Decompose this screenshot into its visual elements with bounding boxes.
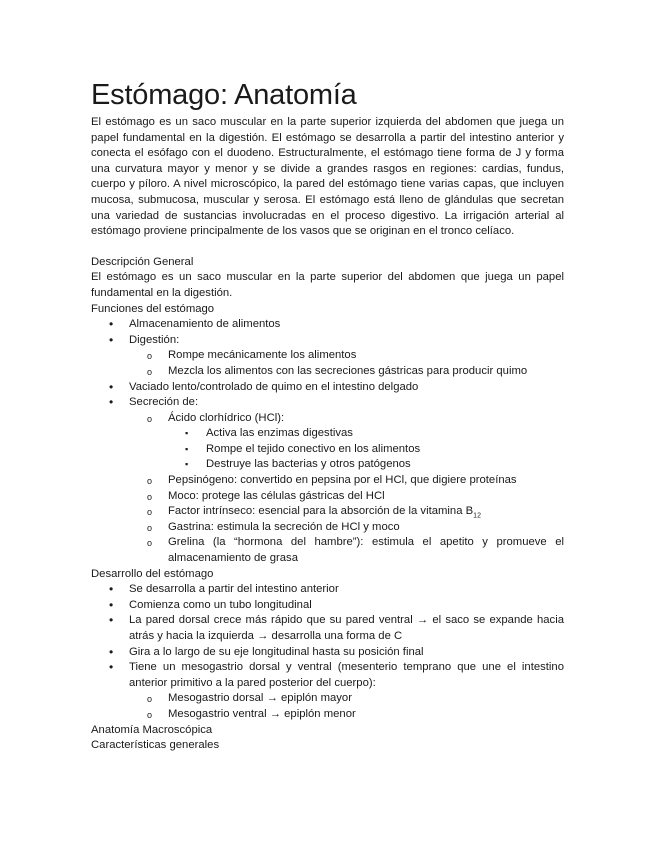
list-item: o Pepsinógeno: convertido en pepsina por el HCl, que digiere proteínas (129, 473, 564, 489)
list-item-label: Secreción de: (129, 396, 199, 409)
document-page (91, 78, 564, 754)
list-item (91, 660, 564, 722)
list-item: o Mesogastrio ventral → epiplón menor (129, 707, 564, 723)
list-item (91, 333, 564, 380)
list-item: ▪ Destruye las bacterias y otros patógenos (168, 457, 564, 473)
list-item-label: Factor intrínseco: esencial para la absorción de la vitamina B (168, 505, 474, 518)
list-item: ▪ Activa las enzimas digestivas (168, 426, 564, 442)
page-title: Estómago: Anatomía (91, 79, 357, 111)
list-item: • Gira a lo largo de su eje longitudinal hasta su posición final (91, 645, 564, 661)
list-item: • Comienza como un tubo longitudinal (91, 598, 564, 614)
list-item: • Almacenamiento de alimentos (91, 317, 564, 333)
mesogastrium-sublist (129, 691, 564, 722)
section-heading-functions: Funciones del estómago (91, 302, 215, 315)
list-item: o Gastrina: estimula la secreción de HCl y moco (129, 520, 564, 536)
list-item: o Moco: protege las células gástricas del HCl (129, 489, 564, 505)
list-item: o Mezcla los alimentos con las secreciones gástricas para producir quimo (129, 364, 564, 380)
development-list (91, 582, 564, 722)
list-item-label: Ácido clorhídrico (HCl): (168, 411, 285, 424)
list-item: o Grelina (la “hormona del hambre”): estimula el apetito y promueve el almacenamiento de grasa (129, 535, 564, 566)
general-paragraph: El estómago es un saco muscular en la parte superior del abdomen que juega un papel fundamental en la digestión. (91, 271, 564, 299)
list-item (129, 411, 564, 473)
list-item (91, 395, 564, 567)
list-item-label: Digestión: (129, 333, 180, 346)
list-item: • La pared dorsal crece más rápido que su pared ventral → el saco se expande hacia atrás y hacia la izquierda → desarrolla una forma de C (91, 613, 564, 644)
list-item: ▪ Rompe el tejido conectivo en los alimentos (168, 442, 564, 458)
intro-paragraph: El estómago es un saco muscular en la parte superior izquierda del abdomen que juega un papel fundamental en la digestión. El estómago se desarrolla a partir del intestino anterior y conecta el esófago con el duodeno. Estructuralmente, el estómago tiene forma de J y forma una curvatura mayor y menor y se divide a grandes rasgos en regiones: cardias, fundus, cuerpo y píloro. A nivel microscópico, la pared del estómago tiene varias capas, que incluyen mucosa, submucosa, muscular y serosa. El estómago está lleno de glándulas que secretan una variedad de sustancias involucradas en el proceso digestivo. La irrigación arterial al estómago proviene principalmente de los vasos que se originan en el tronco celíaco. (91, 116, 564, 238)
functions-list (91, 317, 564, 567)
list-item: • Vaciado lento/controlado de quimo en el intestino delgado (91, 380, 564, 396)
digestion-sublist (129, 348, 564, 379)
list-item: • Se desarrolla a partir del intestino anterior (91, 582, 564, 598)
list-item-label: Tiene un mesogastrio dorsal y ventral (mesenterio temprano que une el intestino anterior primitivo a la pared posterior del cuerpo): (129, 661, 564, 689)
list-item: o Mesogastrio dorsal → epiplón mayor (129, 691, 564, 707)
list-item (129, 504, 564, 520)
section-heading-general: Descripción General (91, 255, 194, 268)
hcl-sublist (168, 426, 564, 473)
section-subheading-general-features: Características generales (91, 739, 220, 752)
subscript: 12 (473, 512, 481, 520)
secretion-sublist (129, 411, 564, 567)
list-item: o Rompe mecánicamente los alimentos (129, 348, 564, 364)
section-heading-macro: Anatomía Macroscópica (91, 723, 213, 736)
section-heading-development: Desarrollo del estómago (91, 567, 214, 580)
